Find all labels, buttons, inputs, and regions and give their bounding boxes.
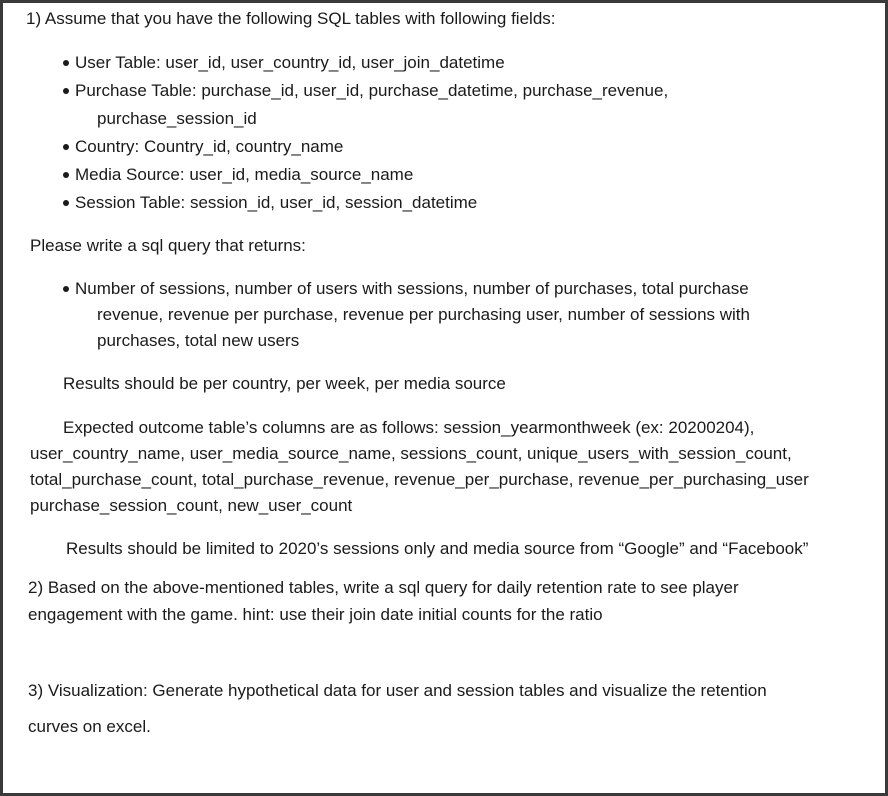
bullet-icon [63,60,69,66]
expected-line-1: Expected outcome table’s columns are as follows: session_yearmonthweek (ex: 20200204), [63,418,755,437]
metrics-line-3: purchases, total new users [97,331,300,350]
table-purchase: Purchase Table: purchase_id, user_id, purchase_datetime, purchase_revenue, [75,81,669,100]
table-country: Country: Country_id, country_name [75,137,344,156]
q2-line-2: engagement with the game. hint: use their join date initial counts for the ratio [28,605,603,624]
q1-prompt: Please write a sql query that returns: [30,236,306,255]
table-session: Session Table: session_id, user_id, session_datetime [75,193,478,212]
table-user: User Table: user_id, user_country_id, user_join_datetime [75,53,505,72]
expected-line-3: total_purchase_count, total_purchase_revenue, revenue_per_purchase, revenue_per_purchasing_user [30,470,809,489]
table-purchase-cont: purchase_session_id [97,109,257,128]
bullet-icon [63,88,69,94]
bullet-icon [63,200,69,206]
expected-line-4: purchase_session_count, new_user_count [30,496,353,515]
expected-line-2: user_country_name, user_media_source_name, sessions_count, unique_users_with_session_count, [30,444,792,463]
q3-line-2: curves on excel. [28,717,151,736]
metrics-line-2: revenue, revenue per purchase, revenue per purchasing user, number of sessions with [97,305,750,324]
bullet-icon [63,286,69,292]
q1-limit: Results should be limited to 2020’s sessions only and media source from “Google” and “Facebook” [66,539,809,558]
q1-heading: 1) Assume that you have the following SQL tables with following fields: [26,9,556,28]
q3-line-1: 3) Visualization: Generate hypothetical data for user and session tables and visualize the retention [28,681,767,700]
bullet-icon [63,172,69,178]
table-media-source: Media Source: user_id, media_source_name [75,165,414,184]
bullet-icon [63,144,69,150]
metrics-line-1: Number of sessions, number of users with sessions, number of purchases, total purchase [75,279,749,298]
q1-granularity: Results should be per country, per week, per media source [63,374,506,393]
q2-line-1: 2) Based on the above-mentioned tables, write a sql query for daily retention rate to see player [28,578,739,597]
